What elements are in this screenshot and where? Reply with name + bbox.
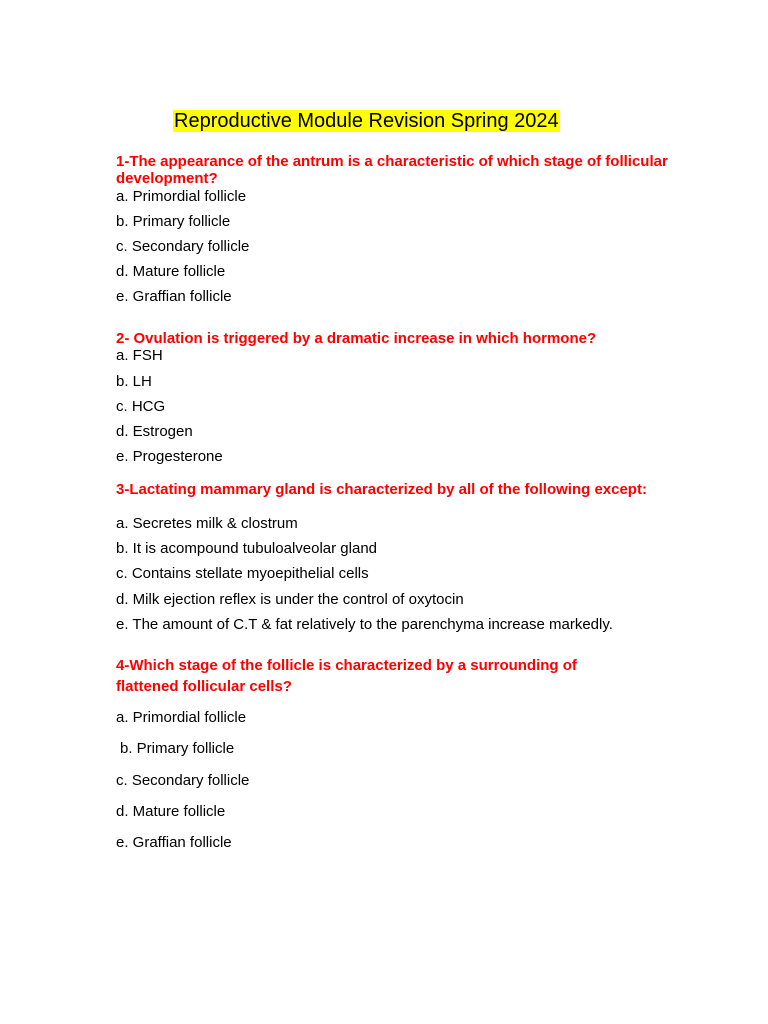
- question-1-option-b: b. Primary follicle: [116, 213, 231, 230]
- question-2-option-c: c. HCG: [116, 398, 166, 415]
- question-3: 3-Lactating mammary gland is characterized by all of the following except:: [116, 481, 647, 498]
- question-4-option-c: c. Secondary follicle: [116, 772, 250, 789]
- question-2-option-b: b. LH: [116, 373, 152, 390]
- question-1: 1-The appearance of the antrum is a characteristic of which stage of follicular development?: [116, 153, 668, 187]
- question-2-option-d: d. Estrogen: [116, 423, 193, 440]
- question-3-option-b: b. It is acompound tubuloalveolar gland: [116, 540, 378, 557]
- question-2-option-a: a. FSH: [116, 347, 163, 364]
- question-4-option-a: a. Primordial follicle: [116, 709, 247, 726]
- question-4-option-b: b. Primary follicle: [120, 740, 235, 757]
- title-highlight: Reproductive Module Revision Spring 2024: [174, 110, 559, 132]
- question-2-option-e: e. Progesterone: [116, 448, 223, 465]
- question-3-option-c: c. Contains stellate myoepithelial cells: [116, 565, 369, 582]
- question-1-option-d: d. Mature follicle: [116, 263, 226, 280]
- question-3-option-d: d. Milk ejection reflex is under the control of oxytocin: [116, 591, 464, 608]
- question-3-option-e: e. The amount of C.T & fat relatively to the parenchyma increase markedly.: [116, 616, 613, 633]
- question-4-line-1: 4-Which stage of the follicle is characterized by a surrounding of: [116, 657, 577, 674]
- question-2: 2- Ovulation is triggered by a dramatic increase in which hormone?: [116, 330, 597, 347]
- question-3-option-a: a. Secretes milk & clostrum: [116, 515, 298, 532]
- question-4-line-2: flattened follicular cells?: [116, 678, 292, 695]
- question-1-option-c: c. Secondary follicle: [116, 238, 250, 255]
- question-4-option-d: d. Mature follicle: [116, 803, 226, 820]
- document-title: [173, 109, 560, 133]
- question-4-option-e: e. Graffian follicle: [116, 834, 232, 851]
- question-1-option-e: e. Graffian follicle: [116, 288, 232, 305]
- question-1-option-a: a. Primordial follicle: [116, 188, 247, 205]
